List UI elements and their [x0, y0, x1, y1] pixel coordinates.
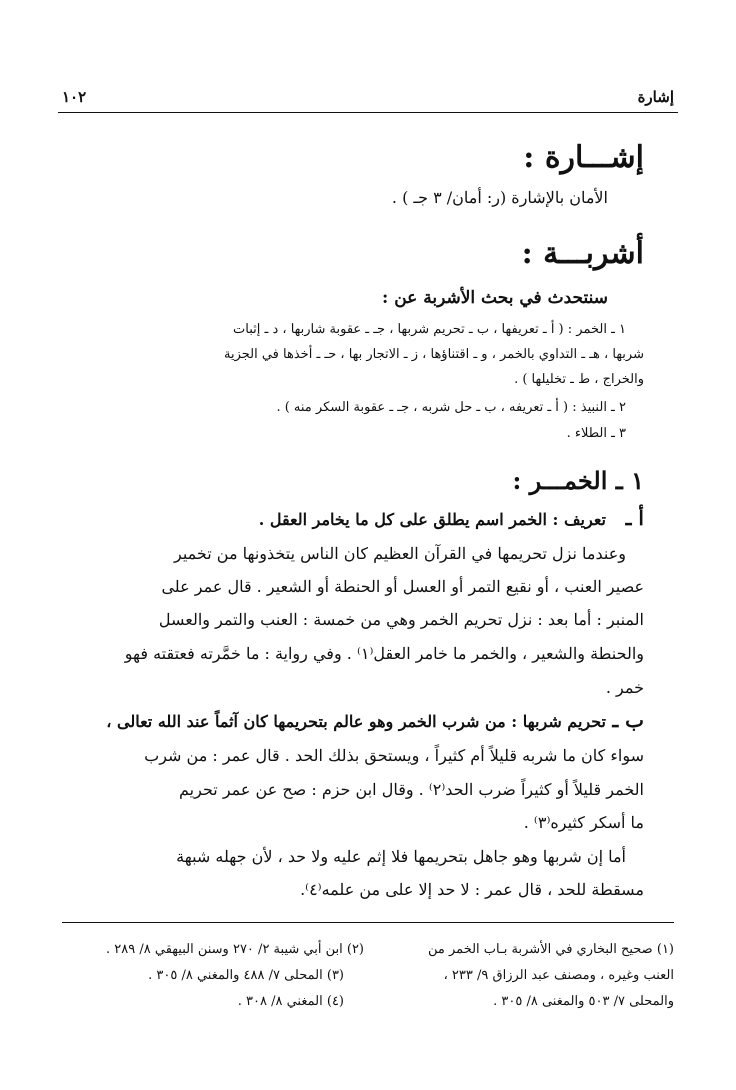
- khamr-paragraph-line: عصير العنب ، أو نقيع التمر أو العسل أو الحنطة أو الشعير . قال عمر على: [161, 577, 644, 596]
- khamr-paragraph-line: سواء كان ما شربه قليلاً أم كثيراً ، ويستحق بذلك الحد . قال عمر : من شرب: [144, 746, 644, 765]
- item-label-b: ب ـ: [612, 708, 644, 732]
- footnote-line: العنب وغيره ، ومصنف عبد الرزاق ٩/ ٢٣٣ ،: [443, 968, 674, 983]
- page-number: ١٠٢: [62, 88, 87, 106]
- khamr-paragraph-line: تحريم شربها : من شرب الخمر وهو عالم بتحريمها كان آثماً عند الله تعالى ،: [106, 712, 606, 731]
- footnote-line: (١) صحيح البخاري في الأشربة بـاب الخمر من: [428, 942, 674, 957]
- outline-line: والخراج ، ط ـ تخليلها ) .: [514, 372, 644, 387]
- outline-line: ٣ ـ الطلاء .: [566, 426, 626, 441]
- item-label-a: أ ـ: [625, 506, 644, 530]
- footnote-line: والمحلى ٧/ ٥٠٣ والمغنى ٨/ ٣٠٥ .: [493, 994, 674, 1009]
- khamr-paragraph-line: مسقطة للحد ، قال عمر : لا حد إلا على من علمه⁽٤⁾.: [300, 880, 644, 899]
- khamr-paragraph-line: أما إن شربها وهو جاهل بتحريمها فلا إثم عليه ولا حد ، لأن جهله شبهة: [176, 847, 626, 866]
- heading-khamr: ١ ـ الخمـــر :: [512, 466, 644, 495]
- running-head: [58, 86, 678, 113]
- outline-line: ٢ ـ النبيذ : ( أ ـ تعريفه ، ب ـ حل شربه ، جـ ـ عقوبة السكر منه ) .: [276, 400, 626, 415]
- outline-line: ١ ـ الخمر : ( أ ـ تعريفها ، ب ـ تحريم شربها ، جـ ـ عقوبة شاربها ، د ـ إثبات: [233, 322, 626, 337]
- khamr-paragraph-line: المنبر : أما بعد : نزل تحريم الخمر وهي من خمسة : العنب والتمر والعسل: [158, 610, 644, 629]
- ashriba-intro: سنتحدث في بحث الأشربة عن :: [382, 288, 608, 308]
- outline-line: شربها ، هـ ـ التداوي بالخمر ، و ـ اقتناؤها ، ز ـ الاتجار بها ، حـ ـ أخذها في الجزية: [223, 347, 644, 362]
- footnote-line: (٢) ابن أبي شيبة ٢/ ٢٧٠ وسنن البيهقي ٨/ ٢٨٩ .: [106, 942, 364, 957]
- isharah-line: الأمان بالإشارة (ر: أمان/ ٣ جـ ) .: [391, 188, 608, 207]
- khamr-paragraph-line: خمر .: [605, 678, 644, 697]
- khamr-paragraph-line: وعندما نزل تحريمها في القرآن العظيم كان الناس يتخذونها من تخمير: [173, 544, 626, 563]
- heading-isharah: إشـــارة :: [523, 140, 644, 175]
- khamr-paragraph-line: ما أسكر كثيره⁽٣⁾ .: [523, 813, 644, 832]
- footnote-line: (٤) المغني ٨/ ٣٠٨ .: [237, 994, 344, 1009]
- heading-ashriba: أشربـــة :: [521, 236, 644, 271]
- khamr-paragraph-line: والحنطة والشعير ، والخمر ما خامر العقل⁽١⁾ . وفي رواية : ما خمَّرته فعتقته فهو: [124, 644, 644, 663]
- footnote-line: (٣) المحلى ٧/ ٤٨٨ والمغني ٨/ ٣٠٥ .: [148, 968, 344, 983]
- footnote-divider: [62, 922, 674, 923]
- khamr-paragraph-line: الخمر قليلاً أو كثيراً ضرب الحد⁽٢⁾ . وقال ابن حزم : صح عن عمر تحريم: [179, 780, 644, 799]
- running-head-title: إشارة: [637, 88, 674, 106]
- khamr-paragraph-line: تعريف : الخمر اسم يطلق على كل ما يخامر العقل .: [258, 510, 606, 529]
